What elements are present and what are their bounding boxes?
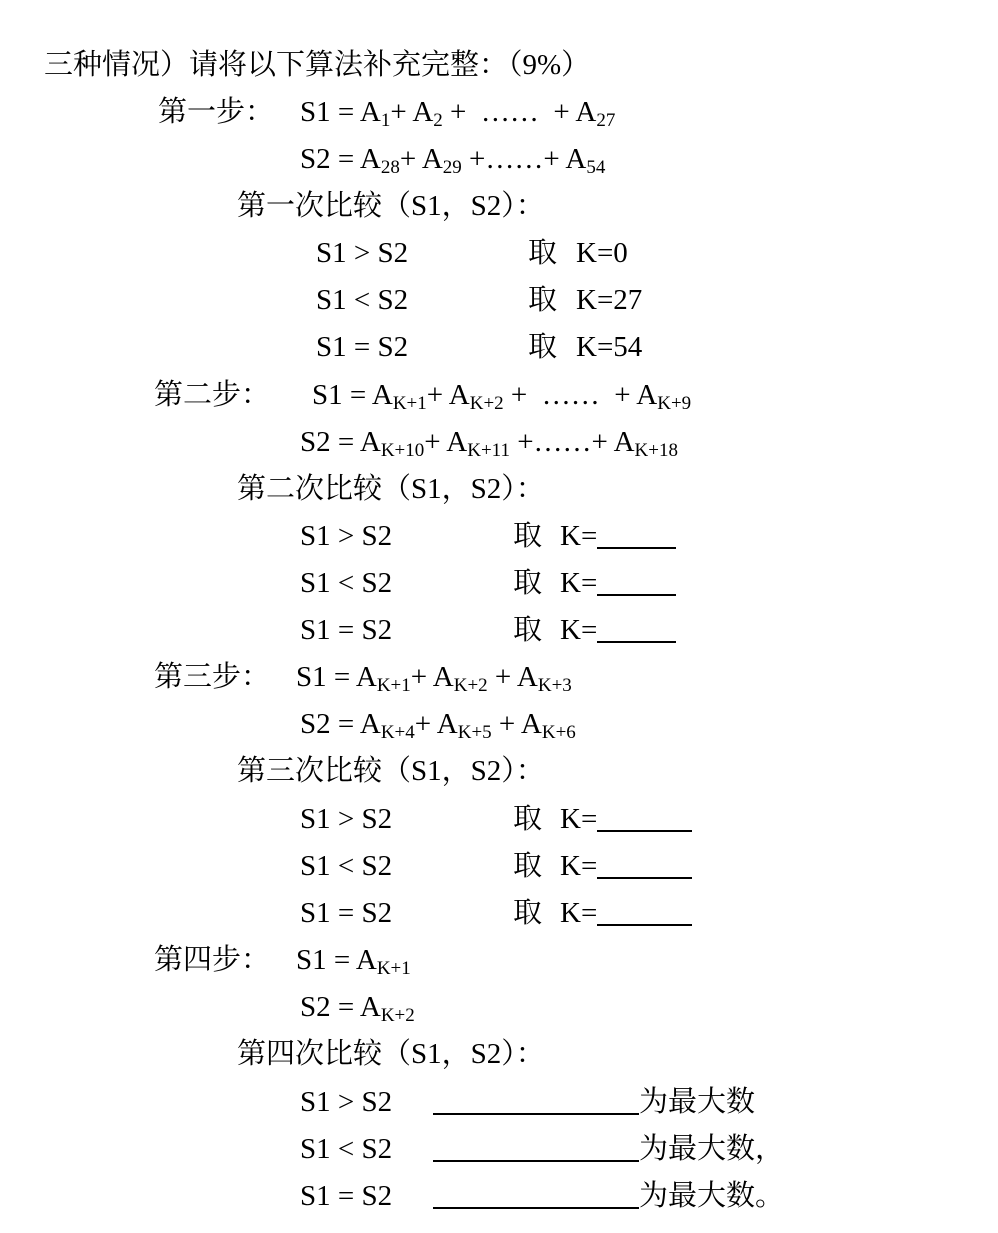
step4-answer-eq: 为最大数。 (433, 1176, 784, 1216)
step1-compare-heading: 第一次比较（S1，S2）： (237, 190, 545, 222)
step3-answer-eq: K= (560, 893, 692, 933)
step2-answer-lt: K= (560, 563, 676, 603)
step3-label: 第三步： (154, 661, 271, 693)
step3-cond-lt: S1 < S2 (300, 850, 393, 882)
step1-result-lt: K=27 (576, 284, 643, 316)
step1-cond-gt: S1 > S2 (316, 237, 409, 269)
answer-blank[interactable] (597, 566, 676, 596)
answer-blank[interactable] (597, 896, 692, 926)
step2-take-lt: 取 (513, 567, 543, 599)
step3-cond-eq: S1 = S2 (300, 897, 393, 929)
step2-label: 第二步： (154, 379, 271, 411)
answer-blank[interactable] (433, 1179, 639, 1209)
step4-compare-heading: 第四次比较（S1，S2）： (237, 1038, 545, 1070)
step1-result-gt: K=0 (576, 237, 628, 269)
step1-result-eq: K=54 (576, 331, 643, 363)
answer-blank[interactable] (597, 849, 692, 879)
step1-take-gt: 取 (528, 237, 558, 269)
answer-blank[interactable] (597, 802, 692, 832)
step1-take-lt: 取 (528, 284, 558, 316)
step4-answer-lt: 为最大数， (433, 1129, 784, 1169)
step4-cond-gt: S1 > S2 (300, 1086, 393, 1118)
step2-compare-heading: 第二次比较（S1，S2）： (237, 473, 545, 505)
step1-cond-eq: S1 = S2 (316, 331, 409, 363)
step2-cond-gt: S1 > S2 (300, 520, 393, 552)
step1-s1-formula: $S1 = A_1+ A_2$ + …… + $A_{27}$ (300, 96, 616, 131)
step1-take-eq: 取 (528, 331, 558, 363)
step3-s2-formula: $S2 = A_{K+4}+ A_{K+5} + A_{K+6}$ (300, 708, 576, 743)
step4-label: 第四步： (154, 944, 271, 976)
step3-take-eq: 取 (513, 897, 543, 929)
step2-cond-lt: S1 < S2 (300, 567, 393, 599)
answer-blank[interactable] (433, 1085, 639, 1115)
step3-take-lt: 取 (513, 850, 543, 882)
step3-cond-gt: S1 > S2 (300, 803, 393, 835)
step4-answer-gt: 为最大数 (433, 1082, 755, 1122)
step2-answer-gt: K= (560, 516, 676, 556)
step3-take-gt: 取 (513, 803, 543, 835)
step2-take-gt: 取 (513, 520, 543, 552)
step2-cond-eq: S1 = S2 (300, 614, 393, 646)
step3-answer-gt: K= (560, 799, 692, 839)
problem-intro: 三种情况）请将以下算法补充完整：（9%） (44, 49, 591, 81)
step3-compare-heading: 第三次比较（S1，S2）： (237, 755, 545, 787)
step4-cond-eq: S1 = S2 (300, 1180, 393, 1212)
step4-s2-formula: $S2 = A_{K+2}$ (300, 991, 415, 1026)
step2-s1-formula: $S1 = A_{K+1}+ A_{K+2}$ + …… + $A_{K+9}$ (312, 379, 692, 414)
answer-blank[interactable] (433, 1132, 639, 1162)
step4-cond-lt: S1 < S2 (300, 1133, 393, 1165)
step4-s1-formula: $S1 = A_{K+1}$ (296, 944, 411, 979)
step3-s1-formula: $S1 = A_{K+1}+ A_{K+2} + A_{K+3}$ (296, 661, 572, 696)
step1-cond-lt: S1 < S2 (316, 284, 409, 316)
answer-blank[interactable] (597, 519, 676, 549)
step3-answer-lt: K= (560, 846, 692, 886)
step1-s2-formula: $S2 = A_{28}+ A_{29}$ +……+ $A_{54}$ (300, 143, 606, 178)
answer-blank[interactable] (597, 613, 676, 643)
step1-label: 第一步： (158, 96, 275, 128)
step2-s2-formula: $S2 = A_{K+10}+ A_{K+11}$ +……+ $A_{K+18}$ (300, 426, 678, 461)
step2-take-eq: 取 (513, 614, 543, 646)
step2-answer-eq: K= (560, 610, 676, 650)
